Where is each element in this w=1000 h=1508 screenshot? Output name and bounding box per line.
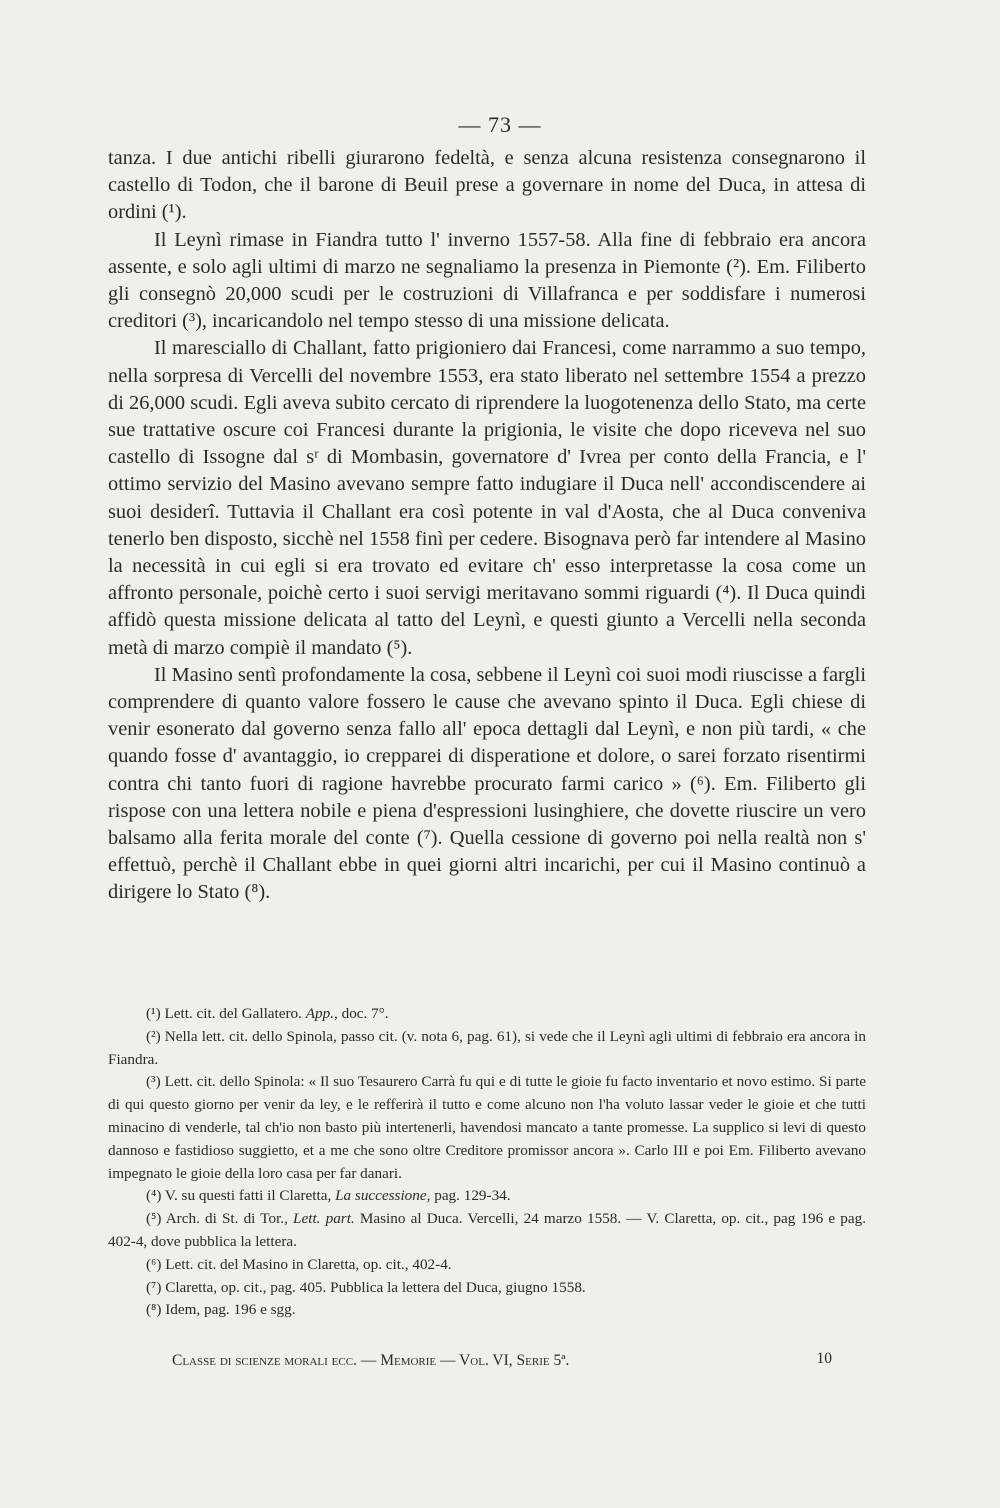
footnote-4-italic: La successione (335, 1187, 427, 1205)
footnote-2: (²) Nella lett. cit. dello Spinola, passo cit. (v. nota 6, pag. 61), si vede che il Leynì agli ultimi di febbraio era ancora in Fiandra. (108, 1027, 866, 1068)
body-text (108, 145, 866, 907)
footnote-6: (⁶) Lett. cit. del Masino in Claretta, op. cit., 402-4. (146, 1255, 452, 1273)
footnote-3: (³) Lett. cit. dello Spinola: « Il suo Tesaurero Carrà fu qui e di tutte le gioie fu facto inventario et novo estimo. Si parte di qui questo giorno per venir da ley, e le refferirà il tutto e come alcuno non l'ha voluto lassar veder le gioie et che tutti minacino di venderle, tal ch'io non basto più intertenerli, havendosi mancato a tante promesse. La supplico si levi di questo dannoso e fastidioso suggietto, et a me che sono oltre Creditore promissor ancora ». Carlo III e poi Em. Filiberto avevano impegnato le gioie della loro casa per far danari. (108, 1073, 866, 1182)
footnote-1 (108, 1003, 866, 1026)
footer-sheet-number: 10 (816, 1350, 832, 1367)
footnote-7: (⁷) Claretta, op. cit., pag. 405. Pubblica la lettera del Duca, giugno 1558. (146, 1278, 586, 1296)
paragraph-2: Il Leynì rimase in Fiandra tutto l' inverno 1557-58. Alla fine di febbraio era ancora assente, e solo agli ultimi di marzo ne segnaliamo la presenza in Piemonte (²). Em. Filiberto gli consegnò 20,000 scudi per le costruzioni di Villafranca e per soddisfare i numerosi creditori (³), incaricandolo nel tempo stesso di una missione delicata. (108, 228, 866, 333)
paragraph-1: tanza. I due antichi ribelli giurarono fedeltà, e senza alcuna resistenza consegnarono il castello di Todon, che il barone di Beuil prese a governare in nome del Duca, in attesa di ordini (¹). (108, 147, 866, 224)
footnote-4 (108, 1185, 866, 1208)
footnote-5-text: (⁵) Arch. di St. di Tor., (146, 1210, 294, 1228)
page-number: — 73 — (458, 112, 542, 137)
footnote-1-text: (¹) Lett. cit. del Gallatero. (146, 1005, 306, 1022)
footnotes (108, 1003, 866, 1322)
paragraph-4: Il Masino sentì profondamente la cosa, sebbene il Leynì coi suoi modi riuscisse a fargli comprendere di quanto valore fossero le cause che avevano spinto il Duca. Egli chiese di venir esonerato dal governo senza fallo all' epoca dettagli dal Leynì, e non più tardi, « che quando fosse d' avantaggio, io crepparei di disperatione et dolore, o sarei forzato risentirmi contra chi tanto fuori di ragione havrebbe procurato farmi carico » (⁶). Em. Filiberto gli rispose con una lettera nobile e piena d'espressioni lusinghiere, che dovette riuscire un vero balsamo alla ferita morale del conte (⁷). Quella cessione di governo poi nella realtà non s' effettuò, perchè il Challant ebbe in quei giorni altri incarichi, per cui il Masino continuò a dirigere lo Stato (⁸). (108, 663, 866, 904)
footnote-5-italic: Lett. part. (293, 1210, 355, 1228)
footnote-5 (108, 1208, 866, 1254)
footer-series: Classe di scienze morali ecc. — Memorie — Vol. VI, Serie 5ª. (172, 1352, 570, 1369)
footnote-4-text: (⁴) V. su questi fatti il Claretta, (146, 1187, 336, 1205)
footnote-4-tail: , pag. 129-34. (426, 1187, 511, 1205)
footnote-1-italic: App. (305, 1005, 335, 1022)
footnote-8: (⁸) Idem, pag. 196 e sgg. (146, 1301, 296, 1319)
footnote-5-tail: Masino al Duca. Vercelli, 24 marzo 1558. — V. Claretta, op. cit., pag 196 e pag. 402-4, dove pubblica la lettera. (108, 1210, 866, 1250)
footnote-1-tail: , doc. 7°. (334, 1005, 389, 1022)
paragraph-3: Il maresciallo di Challant, fatto prigioniero dai Francesi, come narrammo a suo tempo, nella sorpresa di Vercelli del novembre 1553, era stato liberato nel settembre 1554 a prezzo di 26,000 scudi. Egli aveva subito cercato di riprendere la luogotenenza dello Stato, ma certe sue trattative oscure coi Francesi durante la prigionia, le visite che dopo riceveva nel suo castello di Issogne dal sʳ di Mombasin, governatore d' Ivrea per conto della Francia, e l' ottimo servizio del Masino avevano sempre fatto indugiare il Duca nell' accondiscendere ai suoi desiderî. Tuttavia il Challant era così potente in val d'Aosta, che al Duca conveniva tenerlo ben disposto, sicchè nel 1558 finì per cedere. Bisognava però far intendere al Masino la necessità in cui egli si era trovato ed evitare ch' esso interpretasse la cosa come un affronto personale, poichè certo i suoi servigi meritavano sommi riguardi (⁴). Il Duca quindi affidò questa missione delicata al tatto del Leynì, e questi giunto a Vercelli nella seconda metà di marzo compiè il mandato (⁵). (108, 337, 866, 659)
